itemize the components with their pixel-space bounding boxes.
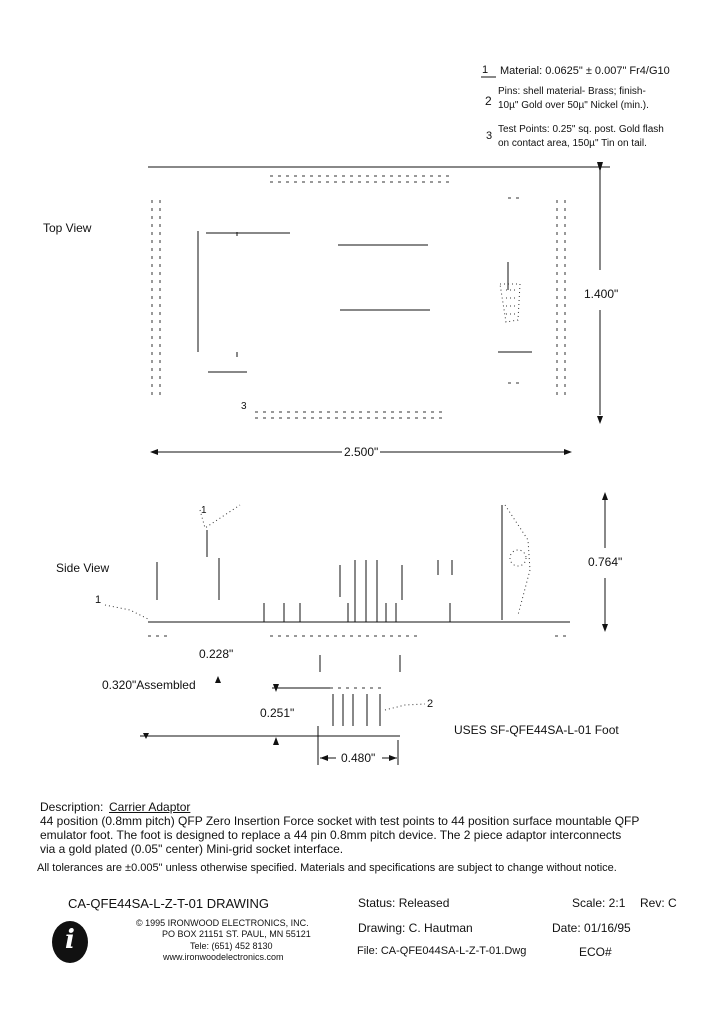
side-dim-arrow-bottom [602, 624, 608, 632]
file-name: File: CA-QFE044SA-L-Z-T-01.Dwg [357, 945, 527, 957]
status: Status: Released [358, 896, 450, 910]
note-2-number: 2 [485, 94, 492, 108]
date: Date: 01/16/95 [552, 921, 631, 935]
dim-0228-arrow [215, 676, 221, 683]
dim-0251-label: 0.251" [260, 706, 295, 720]
note-3-number: 3 [486, 130, 493, 142]
width-dim-arrow-right [564, 449, 572, 455]
dim-height-label: 1.400" [584, 287, 619, 301]
callout-1-side: 1 [95, 594, 102, 606]
dim-0480-arrow-left [320, 755, 328, 761]
logo-letter: i [65, 925, 75, 955]
callout-1-leader [105, 605, 150, 620]
dim-0228-label: 0.228" [199, 647, 234, 661]
note-3-text: Test Points: 0.25" sq. post. Gold flash [498, 124, 664, 135]
description-title: Carrier Adaptor [109, 800, 191, 814]
callout-1-top: 1 [201, 505, 207, 516]
note-1-text: Material: 0.0625" ± 0.007" Fr4/G10 [500, 65, 670, 77]
side-view-label: Side View [56, 561, 110, 575]
height-dim-arrow-bottom [597, 416, 603, 424]
drawing-by: Drawing: C. Hautman [358, 921, 473, 935]
dim-width-label: 2.500" [344, 445, 379, 459]
description-label: Description: [40, 800, 104, 814]
callout-3-top: 3 [241, 401, 247, 412]
side-circle [510, 550, 526, 566]
uses-foot-note: USES SF-QFE44SA-L-01 Foot [454, 723, 619, 737]
dim-0480-label: 0.480" [341, 751, 376, 765]
note-3-text-cont: on contact area, 150µ" Tin on tail. [498, 138, 647, 149]
callout-2-leader [385, 704, 425, 710]
width-dim-arrow-left [150, 449, 158, 455]
drawing-title: CA-QFE44SA-L-Z-T-01 DRAWING [68, 896, 270, 911]
dim-0480-arrow-right [389, 755, 397, 761]
dim-side-height-label: 0.764" [588, 555, 623, 569]
eco-number: ECO# [579, 945, 612, 959]
note-2-text: Pins: shell material- Brass; finish- [498, 86, 646, 97]
company-phone: Tele: (651) 452 8130 [190, 941, 273, 951]
company-logo [52, 921, 88, 963]
description-line-1: 44 position (0.8mm pitch) QFP Zero Insertion Force socket with test points to 44 position surface mountable QFP [40, 814, 640, 828]
side-dim-arrow-top [602, 492, 608, 500]
note-1-number: 1 [482, 64, 489, 76]
callout-2-side: 2 [427, 698, 434, 710]
scale: Scale: 2:1 [572, 896, 626, 910]
description-line-2: emulator foot. The foot is designed to replace a 44 pin 0.8mm pitch device. The 2 piece adaptor interconnects [40, 828, 622, 842]
company-website[interactable]: www.ironwoodelectronics.com [163, 952, 284, 962]
revision: Rev: C [640, 896, 677, 910]
side-bracket [505, 505, 530, 615]
tolerance-note: All tolerances are ±0.005" unless otherwise specified. Materials and specifications are subject to change without notice. [37, 862, 617, 874]
top-view [148, 162, 610, 455]
note-2-text-cont: 10µ" Gold over 50µ" Nickel (min.). [498, 100, 649, 111]
company-address: PO BOX 21151 ST. PAUL, MN 55121 [162, 929, 311, 939]
company-copyright: © 1995 IRONWOOD ELECTRONICS, INC. [136, 918, 309, 928]
dim-assembled-label: 0.320"Assembled [102, 678, 196, 692]
description-line-3: via a gold plated (0.05" center) Mini-grid socket interface. [40, 842, 344, 856]
top-view-label: Top View [43, 221, 92, 235]
dim-0251-arrow-bottom [273, 737, 279, 745]
